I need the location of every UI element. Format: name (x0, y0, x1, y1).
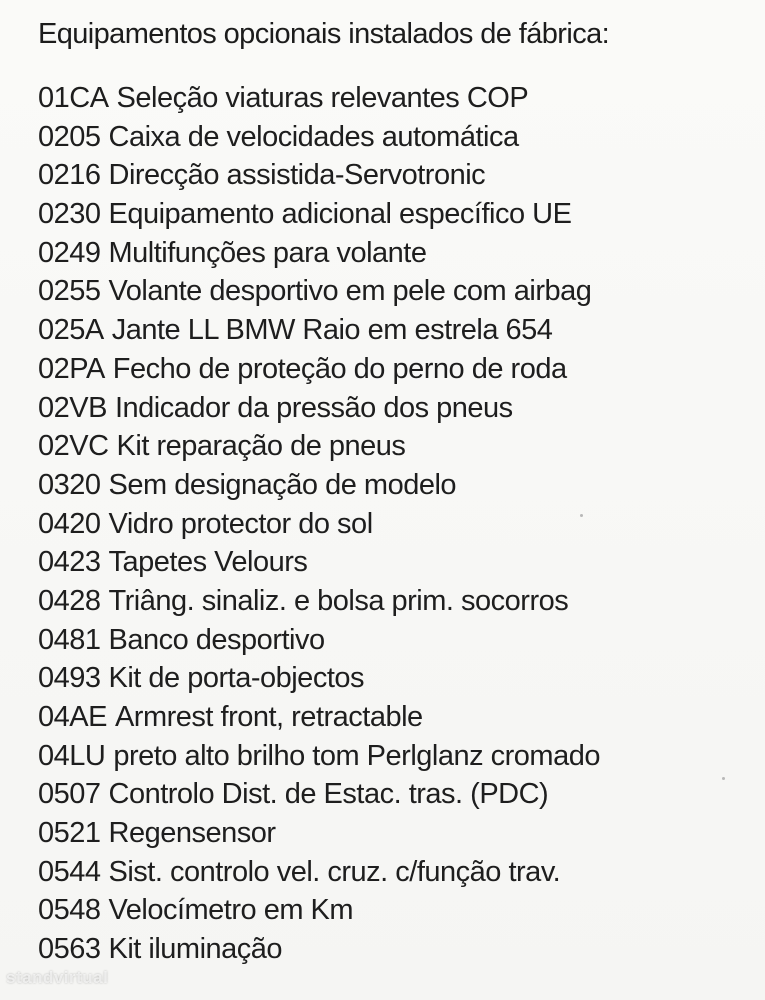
option-code: 0320 (38, 468, 101, 501)
option-code: 0521 (38, 817, 101, 850)
option-text: Vidro protector do sol (108, 507, 373, 540)
option-item (38, 891, 600, 930)
option-item (38, 311, 600, 350)
option-text: Banco desportivo (108, 623, 325, 656)
option-text: preto alto brilho tom Perlglanz cromado (113, 739, 600, 772)
option-code: 04AE (38, 701, 107, 733)
option-text: Armrest front, retractable (114, 701, 423, 733)
option-code: 0423 (38, 546, 101, 579)
option-text: Indicador da pressão dos pneus (114, 391, 513, 424)
option-text: Direcção assistida-Servotronic (108, 159, 486, 192)
standvirtual-watermark: standvirtual (6, 968, 109, 987)
scan-speck (722, 777, 725, 780)
option-item (38, 582, 600, 621)
option-text: Tapetes Velours (108, 546, 308, 579)
option-item (38, 156, 600, 195)
option-item (38, 350, 600, 389)
option-code: 0205 (38, 120, 101, 153)
option-text: Kit reparação de pneus (116, 430, 406, 463)
option-code: 02VC (38, 430, 109, 463)
option-item (38, 195, 600, 234)
option-item (38, 427, 600, 466)
option-text: Velocímetro em Km (108, 894, 354, 927)
document-heading: Equipamentos opcionais instalados de fábrica: (38, 18, 610, 50)
option-item (38, 79, 600, 118)
option-text: Kit de porta-objectos (108, 662, 364, 695)
option-item (38, 466, 600, 505)
option-text: Caixa de velocidades automática (108, 120, 519, 153)
option-code: 025A (38, 314, 104, 347)
option-text: Multifunções para volante (108, 236, 427, 269)
option-text: Controlo Dist. de Estac. tras. (PDC) (108, 778, 549, 811)
option-code: 0216 (38, 159, 101, 192)
option-item (38, 853, 600, 892)
option-code: 02VB (38, 391, 107, 424)
option-text: Triâng. sinaliz. e bolsa prim. socorros (108, 584, 569, 617)
option-item (38, 389, 600, 428)
option-item (38, 272, 600, 311)
option-text: Volante desportivo em pele com airbag (108, 275, 592, 308)
option-item (38, 659, 600, 698)
option-code: 0249 (38, 236, 101, 269)
option-item (38, 930, 600, 969)
option-text: Seleção viaturas relevantes COP (116, 82, 529, 114)
option-code: 0420 (38, 507, 101, 540)
option-code: 01CA (38, 82, 109, 114)
option-text: Sem designação de modelo (108, 468, 457, 501)
option-item (38, 621, 600, 660)
option-code: 0230 (38, 198, 101, 231)
option-item (38, 543, 600, 582)
option-item (38, 234, 600, 273)
option-text: Kit iluminação (108, 933, 283, 966)
option-code: 0493 (38, 662, 101, 695)
option-code: 0507 (38, 778, 101, 811)
option-code: 0255 (38, 275, 101, 308)
option-text: Jante LL BMW Raio em estrela 654 (111, 314, 553, 347)
option-text: Equipamento adicional específico UE (108, 198, 572, 231)
option-code: 02PA (38, 352, 105, 385)
option-code: 0428 (38, 584, 101, 617)
option-code: 04LU (38, 739, 106, 772)
option-item (38, 775, 600, 814)
option-text: Fecho de proteção do perno de roda (112, 352, 567, 385)
scan-speck (580, 514, 583, 517)
option-code: 0481 (38, 623, 101, 656)
option-item (38, 698, 600, 737)
option-code: 0548 (38, 894, 101, 927)
option-item (38, 737, 600, 776)
option-item (38, 814, 600, 853)
option-text: Regensensor (108, 817, 276, 850)
option-item (38, 505, 600, 544)
option-text: Sist. controlo vel. cruz. c/função trav. (108, 855, 561, 888)
options-list (38, 79, 600, 969)
option-item (38, 118, 600, 157)
option-code: 0544 (38, 855, 101, 888)
option-code: 0563 (38, 933, 101, 966)
